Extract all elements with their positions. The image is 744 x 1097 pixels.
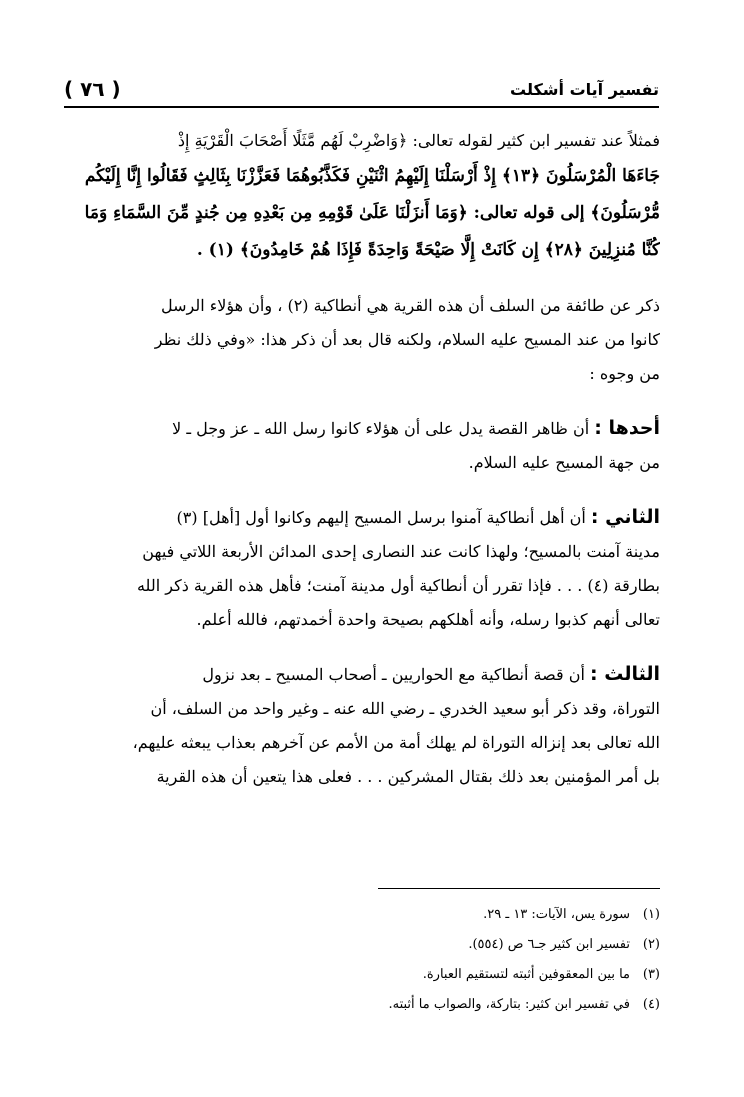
text-line: من وجوه : bbox=[589, 364, 660, 383]
text-line: تعالى أنهم كذبوا رسله، وأنه أهلكهم بصيحة واحدة أخمدتهم، فالله أعلم. bbox=[196, 610, 660, 629]
point-text: أن ظاهر القصة يدل على أن هؤلاء كانوا رسل الله ـ عز وجل ـ لا bbox=[172, 419, 590, 438]
text-line: فمثلاً عند تفسير ابن كثير لقوله تعالى: ﴿وَاضْرِبْ لَهُم مَّثَلًا أَصْحَابَ الْقَرْيَةِ إِذْ bbox=[177, 131, 660, 150]
running-title: تفسير آيات أشكلت bbox=[510, 79, 659, 99]
footnote-number: (٣) bbox=[642, 967, 660, 982]
text-line: بل أمر المؤمنين بعد ذلك بقتال المشركين . . . فعلى هذا يتعين أن هذه القرية bbox=[156, 767, 660, 786]
footnote-divider bbox=[378, 888, 660, 889]
text-line bbox=[60, 657, 660, 692]
point-text: أن أهل أنطاكية آمنوا برسل المسيح إليهم وكانوا أول [أهل] (٣) bbox=[176, 508, 586, 527]
text-line: التوراة، وقد ذكر أبو سعيد الخدري ـ رضي الله عنه ـ وغير واحد من السلف، أن bbox=[150, 699, 660, 718]
text-line: من جهة المسيح عليه السلام. bbox=[468, 453, 660, 472]
point-heading: أحدها : bbox=[594, 417, 660, 439]
point-heading: الثالث : bbox=[590, 663, 660, 685]
text-line: ذكر عن طائفة من السلف أن هذه القرية هي أنطاكية (٢) ، وأن هؤلاء الرسل bbox=[160, 296, 660, 315]
footnote-number: (١) bbox=[642, 907, 660, 922]
quran-verse-line: كُنَّا مُنزِلِينَ ﴿٢٨﴾ إِن كَانَتْ إِلَّا صَيْحَةً وَاحِدَةً فَإِذَا هُمْ خَامِدُونَ﴾ (١) . bbox=[196, 240, 660, 260]
footnote-text: في تفسير ابن كثير: بتاركة، والصواب ما أثبته. bbox=[388, 997, 630, 1012]
footnote-text: تفسير ابن كثير جـ٦ ص (٥٥٤). bbox=[468, 937, 630, 952]
text-line: كانوا من عند المسيح عليه السلام، ولكنه قال بعد أن ذكر هذا: «وفي ذلك نظر bbox=[154, 330, 660, 349]
page-number: ( ٧٦ ) bbox=[64, 77, 121, 101]
footnotes bbox=[60, 900, 660, 1020]
point-text: أن قصة أنطاكية مع الحواريين ـ أصحاب المسيح ـ بعد نزول bbox=[202, 665, 585, 684]
page-header bbox=[64, 72, 659, 108]
footnote bbox=[60, 930, 660, 960]
quran-verse-line: جَاءَهَا الْمُرْسَلُونَ ﴿١٣﴾ إِذْ أَرْسَلْنَا إِلَيْهِمُ اثْنَيْنِ فَكَذَّبُوهُمَا فَعَزَّزْنَا بِثَالِثٍ فَقَالُوا إِنَّا إِلَيْكُم bbox=[84, 166, 660, 186]
text-line bbox=[60, 500, 660, 535]
text-line: بطارقة (٤) . . . فإذا تقرر أن أنطاكية أول مدينة آمنت؛ فأهل هذه القرية ذكر الله bbox=[136, 576, 660, 595]
text-line bbox=[60, 411, 660, 446]
footnote-number: (٤) bbox=[642, 997, 660, 1012]
quran-verse-line: مُّرْسَلُونَ﴾ إلى قوله تعالى: ﴿وَمَا أَنزَلْنَا عَلَىٰ قَوْمِهِ مِن بَعْدِهِ مِن جُندٍ مِّنَ السَّمَاءِ وَمَا bbox=[84, 203, 660, 223]
intro-paragraph bbox=[60, 124, 660, 269]
footnote-number: (٢) bbox=[642, 937, 660, 952]
footnote bbox=[60, 960, 660, 990]
paragraph-1 bbox=[60, 289, 660, 391]
page-body bbox=[60, 124, 660, 794]
footnote bbox=[60, 900, 660, 930]
paragraph-third-point bbox=[60, 657, 660, 794]
footnote bbox=[60, 990, 660, 1020]
point-heading: الثاني : bbox=[590, 506, 660, 528]
text-line: الله تعالى بعد إنزاله التوراة لم يهلك أمة من الأمم عن آخرهم بعذاب يبعثه عليهم، bbox=[132, 733, 660, 752]
paragraph-second-point bbox=[60, 500, 660, 637]
footnote-text: سورة يس، الآيات: ١٣ ـ ٢٩. bbox=[483, 907, 630, 922]
paragraph-first-point bbox=[60, 411, 660, 480]
text-line: مدينة آمنت بالمسيح؛ ولهذا كانت عند النصارى إحدى المدائن الأربعة اللاتي فيهن bbox=[142, 542, 660, 561]
footnote-text: ما بين المعقوفين أثبته لتستقيم العبارة. bbox=[422, 967, 630, 982]
